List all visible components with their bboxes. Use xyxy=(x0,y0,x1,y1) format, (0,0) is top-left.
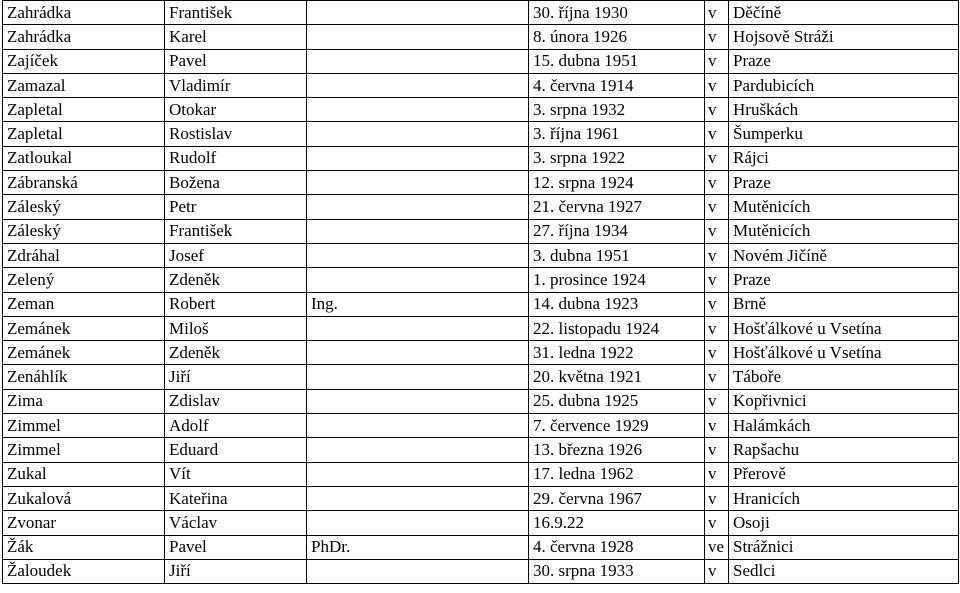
birth-place-cell: Hošťálkové u Vsetína xyxy=(729,316,959,340)
preposition-cell: v xyxy=(705,414,729,438)
preposition-cell: v xyxy=(705,268,729,292)
birth-place-cell: Praze xyxy=(729,49,959,73)
firstname-cell: Rostislav xyxy=(165,122,307,146)
birth-date-cell: 3. srpna 1922 xyxy=(529,146,705,170)
preposition-cell: v xyxy=(705,219,729,243)
surname-cell: Zahrádka xyxy=(3,25,165,49)
birth-place-cell: Praze xyxy=(729,171,959,195)
birth-place-cell: Mutěnicích xyxy=(729,219,959,243)
birth-place-cell: Strážnici xyxy=(729,535,959,559)
birth-place-cell: Šumperku xyxy=(729,122,959,146)
table-row xyxy=(3,122,959,146)
preposition-cell: v xyxy=(705,438,729,462)
firstname-cell: Václav xyxy=(165,511,307,535)
birth-date-cell: 3. dubna 1951 xyxy=(529,243,705,267)
table-row xyxy=(3,268,959,292)
title-cell xyxy=(307,462,529,486)
surname-cell: Zajíček xyxy=(3,49,165,73)
surname-cell: Zenáhlík xyxy=(3,365,165,389)
firstname-cell: Zdislav xyxy=(165,389,307,413)
table-row xyxy=(3,171,959,195)
birth-date-cell: 15. dubna 1951 xyxy=(529,49,705,73)
title-cell xyxy=(307,122,529,146)
birth-date-cell: 25. dubna 1925 xyxy=(529,389,705,413)
firstname-cell: Rudolf xyxy=(165,146,307,170)
surname-cell: Žák xyxy=(3,535,165,559)
firstname-cell: Vít xyxy=(165,462,307,486)
preposition-cell: v xyxy=(705,146,729,170)
table-row xyxy=(3,98,959,122)
preposition-cell: v xyxy=(705,243,729,267)
birth-date-cell: 1. prosince 1924 xyxy=(529,268,705,292)
records-sheet xyxy=(2,0,958,584)
birth-place-cell: Sedlci xyxy=(729,559,959,583)
title-cell: Ing. xyxy=(307,292,529,316)
birth-date-cell: 16.9.22 xyxy=(529,511,705,535)
table-row xyxy=(3,414,959,438)
title-cell xyxy=(307,414,529,438)
preposition-cell: v xyxy=(705,73,729,97)
preposition-cell: v xyxy=(705,462,729,486)
surname-cell: Zukal xyxy=(3,462,165,486)
birth-place-cell: Hranicích xyxy=(729,486,959,510)
table-row xyxy=(3,195,959,219)
table-row xyxy=(3,511,959,535)
title-cell xyxy=(307,511,529,535)
title-cell xyxy=(307,438,529,462)
birth-place-cell: Táboře xyxy=(729,365,959,389)
title-cell: PhDr. xyxy=(307,535,529,559)
surname-cell: Zimmel xyxy=(3,438,165,462)
surname-cell: Zdráhal xyxy=(3,243,165,267)
birth-place-cell: Brně xyxy=(729,292,959,316)
birth-records-table xyxy=(2,0,959,584)
preposition-cell: v xyxy=(705,25,729,49)
preposition-cell: v xyxy=(705,486,729,510)
birth-date-cell: 22. listopadu 1924 xyxy=(529,316,705,340)
preposition-cell: v xyxy=(705,171,729,195)
table-row xyxy=(3,146,959,170)
table-row xyxy=(3,486,959,510)
table-row xyxy=(3,292,959,316)
title-cell xyxy=(307,268,529,292)
preposition-cell: v xyxy=(705,511,729,535)
title-cell xyxy=(307,146,529,170)
table-row xyxy=(3,559,959,583)
birth-place-cell: Rapšachu xyxy=(729,438,959,462)
birth-date-cell: 3. října 1961 xyxy=(529,122,705,146)
preposition-cell: v xyxy=(705,389,729,413)
birth-date-cell: 20. května 1921 xyxy=(529,365,705,389)
title-cell xyxy=(307,316,529,340)
surname-cell: Záleský xyxy=(3,219,165,243)
title-cell xyxy=(307,243,529,267)
firstname-cell: Božena xyxy=(165,171,307,195)
birth-place-cell: Halámkách xyxy=(729,414,959,438)
table-row xyxy=(3,73,959,97)
surname-cell: Zima xyxy=(3,389,165,413)
firstname-cell: Miloš xyxy=(165,316,307,340)
firstname-cell: Zdeněk xyxy=(165,341,307,365)
surname-cell: Zimmel xyxy=(3,414,165,438)
birth-place-cell: Praze xyxy=(729,268,959,292)
firstname-cell: Karel xyxy=(165,25,307,49)
table-row xyxy=(3,535,959,559)
birth-date-cell: 30. října 1930 xyxy=(529,1,705,25)
birth-date-cell: 4. června 1914 xyxy=(529,73,705,97)
preposition-cell: v xyxy=(705,49,729,73)
surname-cell: Zapletal xyxy=(3,122,165,146)
surname-cell: Zvonar xyxy=(3,511,165,535)
birth-date-cell: 8. února 1926 xyxy=(529,25,705,49)
surname-cell: Zeman xyxy=(3,292,165,316)
title-cell xyxy=(307,365,529,389)
birth-date-cell: 27. října 1934 xyxy=(529,219,705,243)
preposition-cell: v xyxy=(705,316,729,340)
preposition-cell: v xyxy=(705,341,729,365)
title-cell xyxy=(307,49,529,73)
birth-place-cell: Rájci xyxy=(729,146,959,170)
birth-place-cell: Hošťálkové u Vsetína xyxy=(729,341,959,365)
birth-date-cell: 4. června 1928 xyxy=(529,535,705,559)
birth-date-cell: 21. června 1927 xyxy=(529,195,705,219)
birth-place-cell: Pardubicích xyxy=(729,73,959,97)
preposition-cell: v xyxy=(705,98,729,122)
firstname-cell: Adolf xyxy=(165,414,307,438)
firstname-cell: Eduard xyxy=(165,438,307,462)
title-cell xyxy=(307,195,529,219)
preposition-cell: v xyxy=(705,122,729,146)
preposition-cell: ve xyxy=(705,535,729,559)
firstname-cell: František xyxy=(165,219,307,243)
firstname-cell: Otokar xyxy=(165,98,307,122)
birth-date-cell: 31. ledna 1922 xyxy=(529,341,705,365)
birth-place-cell: Hojsově Stráži xyxy=(729,25,959,49)
birth-place-cell: Přerově xyxy=(729,462,959,486)
surname-cell: Zemánek xyxy=(3,316,165,340)
table-row xyxy=(3,389,959,413)
preposition-cell: v xyxy=(705,195,729,219)
title-cell xyxy=(307,341,529,365)
title-cell xyxy=(307,486,529,510)
surname-cell: Zamazal xyxy=(3,73,165,97)
title-cell xyxy=(307,73,529,97)
title-cell xyxy=(307,219,529,243)
birth-date-cell: 12. srpna 1924 xyxy=(529,171,705,195)
surname-cell: Zelený xyxy=(3,268,165,292)
firstname-cell: Vladimír xyxy=(165,73,307,97)
table-row xyxy=(3,243,959,267)
firstname-cell: František xyxy=(165,1,307,25)
preposition-cell: v xyxy=(705,1,729,25)
records-table-body xyxy=(3,1,959,584)
table-row xyxy=(3,341,959,365)
firstname-cell: Pavel xyxy=(165,535,307,559)
birth-date-cell: 17. ledna 1962 xyxy=(529,462,705,486)
title-cell xyxy=(307,389,529,413)
surname-cell: Zahrádka xyxy=(3,1,165,25)
firstname-cell: Josef xyxy=(165,243,307,267)
table-row xyxy=(3,219,959,243)
table-row xyxy=(3,462,959,486)
firstname-cell: Jiří xyxy=(165,559,307,583)
birth-date-cell: 13. března 1926 xyxy=(529,438,705,462)
birth-date-cell: 14. dubna 1923 xyxy=(529,292,705,316)
preposition-cell: v xyxy=(705,292,729,316)
title-cell xyxy=(307,171,529,195)
surname-cell: Zemánek xyxy=(3,341,165,365)
table-row xyxy=(3,1,959,25)
firstname-cell: Zdeněk xyxy=(165,268,307,292)
birth-place-cell: Děčíně xyxy=(729,1,959,25)
table-row xyxy=(3,365,959,389)
birth-date-cell: 30. srpna 1933 xyxy=(529,559,705,583)
surname-cell: Zapletal xyxy=(3,98,165,122)
surname-cell: Zatloukal xyxy=(3,146,165,170)
table-row xyxy=(3,49,959,73)
birth-place-cell: Hruškách xyxy=(729,98,959,122)
title-cell xyxy=(307,98,529,122)
birth-place-cell: Novém Jičíně xyxy=(729,243,959,267)
title-cell xyxy=(307,1,529,25)
preposition-cell: v xyxy=(705,559,729,583)
table-row xyxy=(3,25,959,49)
surname-cell: Záleský xyxy=(3,195,165,219)
birth-place-cell: Osoji xyxy=(729,511,959,535)
firstname-cell: Jiří xyxy=(165,365,307,389)
birth-date-cell: 29. června 1967 xyxy=(529,486,705,510)
table-row xyxy=(3,316,959,340)
firstname-cell: Petr xyxy=(165,195,307,219)
birth-date-cell: 3. srpna 1932 xyxy=(529,98,705,122)
birth-place-cell: Kopřivnici xyxy=(729,389,959,413)
firstname-cell: Robert xyxy=(165,292,307,316)
surname-cell: Zábranská xyxy=(3,171,165,195)
firstname-cell: Kateřina xyxy=(165,486,307,510)
title-cell xyxy=(307,25,529,49)
birth-place-cell: Mutěnicích xyxy=(729,195,959,219)
birth-date-cell: 7. července 1929 xyxy=(529,414,705,438)
table-row xyxy=(3,438,959,462)
title-cell xyxy=(307,559,529,583)
preposition-cell: v xyxy=(705,365,729,389)
surname-cell: Žaloudek xyxy=(3,559,165,583)
surname-cell: Zukalová xyxy=(3,486,165,510)
firstname-cell: Pavel xyxy=(165,49,307,73)
